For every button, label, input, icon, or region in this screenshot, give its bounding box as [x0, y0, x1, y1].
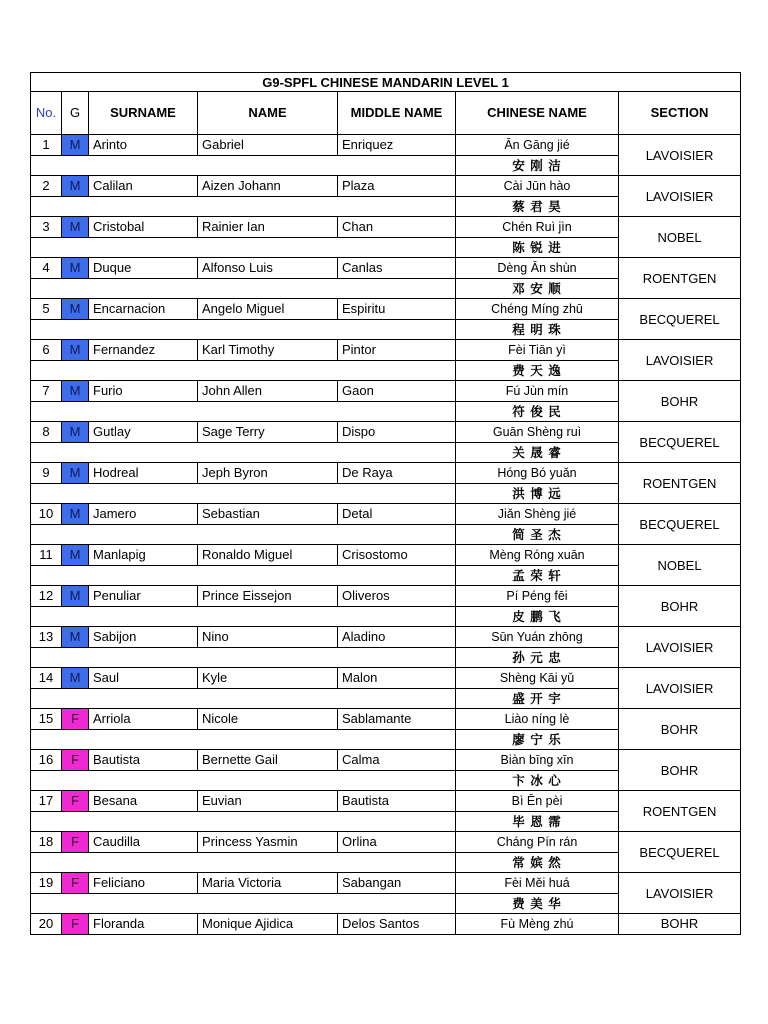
row-number: 11 — [31, 545, 62, 566]
section-cell: LAVOISIER — [619, 340, 741, 381]
gender-cell: F — [62, 750, 89, 771]
name-cell: Maria Victoria — [198, 873, 338, 894]
header-name: NAME — [198, 92, 338, 135]
name-cell: Kyle — [198, 668, 338, 689]
chinese-characters-cell: 常 嫔 然 — [456, 852, 619, 873]
row-number: 13 — [31, 627, 62, 648]
name-cell: Sebastian — [198, 504, 338, 525]
section-cell: NOBEL — [619, 217, 741, 258]
roster-body — [31, 135, 741, 935]
row-number: 17 — [31, 791, 62, 812]
student-row — [31, 586, 741, 607]
row-number: 19 — [31, 873, 62, 894]
name-cell: Nicole — [198, 709, 338, 730]
row-number: 3 — [31, 217, 62, 238]
chinese-pinyin-cell: Mèng Róng xuān — [456, 545, 619, 566]
student-row — [31, 791, 741, 812]
middle-name-cell: Malon — [338, 668, 456, 689]
middle-name-cell: Orlina — [338, 832, 456, 853]
name-cell: Euvian — [198, 791, 338, 812]
name-cell: Bernette Gail — [198, 750, 338, 771]
section-cell: LAVOISIER — [619, 668, 741, 709]
name-cell: Angelo Miguel — [198, 299, 338, 320]
gender-cell: M — [62, 258, 89, 279]
gender-cell: M — [62, 463, 89, 484]
name-cell: Prince Eissejon — [198, 586, 338, 607]
chinese-pinyin-cell: Dèng Ān shùn — [456, 258, 619, 279]
chinese-pinyin-cell: Bì Ēn pèi — [456, 791, 619, 812]
surname-cell: Fernandez — [89, 340, 198, 361]
section-cell: BECQUEREL — [619, 299, 741, 340]
gender-cell: F — [62, 832, 89, 853]
blank-cell — [31, 360, 456, 381]
header-chinese-name: CHINESE NAME — [456, 92, 619, 135]
row-number: 1 — [31, 135, 62, 156]
gender-cell: M — [62, 586, 89, 607]
student-row — [31, 299, 741, 320]
gender-cell: M — [62, 340, 89, 361]
chinese-characters-cell: 皮 鹏 飞 — [456, 606, 619, 627]
chinese-characters-cell: 孙 元 忠 — [456, 647, 619, 668]
surname-cell: Furio — [89, 381, 198, 402]
chinese-pinyin-cell: Fèi Tiān yì — [456, 340, 619, 361]
middle-name-cell: Dispo — [338, 422, 456, 443]
middle-name-cell: Calma — [338, 750, 456, 771]
student-row — [31, 463, 741, 484]
row-number: 15 — [31, 709, 62, 730]
row-number: 10 — [31, 504, 62, 525]
blank-cell — [31, 647, 456, 668]
blank-cell — [31, 524, 456, 545]
surname-cell: Duque — [89, 258, 198, 279]
chinese-characters-cell: 洪 博 远 — [456, 483, 619, 504]
name-cell: Aizen Johann — [198, 176, 338, 197]
chinese-pinyin-cell: Biàn bīng xīn — [456, 750, 619, 771]
blank-cell — [31, 688, 456, 709]
chinese-pinyin-cell: Chén Ruì jìn — [456, 217, 619, 238]
surname-cell: Arinto — [89, 135, 198, 156]
row-number: 5 — [31, 299, 62, 320]
row-number: 4 — [31, 258, 62, 279]
section-cell: LAVOISIER — [619, 627, 741, 668]
student-row — [31, 832, 741, 853]
surname-cell: Besana — [89, 791, 198, 812]
chinese-pinyin-cell: Guān Shèng ruì — [456, 422, 619, 443]
gender-cell: F — [62, 873, 89, 894]
row-number: 12 — [31, 586, 62, 607]
chinese-pinyin-cell: Ān Gāng jié — [456, 135, 619, 156]
chinese-pinyin-cell: Pí Péng fēi — [456, 586, 619, 607]
chinese-characters-cell: 关 晟 睿 — [456, 442, 619, 463]
section-cell: LAVOISIER — [619, 873, 741, 914]
student-row — [31, 258, 741, 279]
surname-cell: Hodreal — [89, 463, 198, 484]
surname-cell: Floranda — [89, 914, 198, 935]
section-cell: BOHR — [619, 709, 741, 750]
student-row — [31, 176, 741, 197]
student-row — [31, 668, 741, 689]
middle-name-cell: Enriquez — [338, 135, 456, 156]
chinese-characters-cell: 简 圣 杰 — [456, 524, 619, 545]
surname-cell: Saul — [89, 668, 198, 689]
section-cell: NOBEL — [619, 545, 741, 586]
section-cell: BECQUEREL — [619, 504, 741, 545]
middle-name-cell: Delos Santos — [338, 914, 456, 935]
surname-cell: Bautista — [89, 750, 198, 771]
middle-name-cell: Detal — [338, 504, 456, 525]
blank-cell — [31, 852, 456, 873]
name-cell: Ronaldo Miguel — [198, 545, 338, 566]
chinese-pinyin-cell: Liào níng lè — [456, 709, 619, 730]
section-cell: LAVOISIER — [619, 135, 741, 176]
student-row — [31, 750, 741, 771]
row-number: 6 — [31, 340, 62, 361]
name-cell: John Allen — [198, 381, 338, 402]
chinese-pinyin-cell: Hóng Bó yuǎn — [456, 463, 619, 484]
section-cell: BOHR — [619, 381, 741, 422]
blank-cell — [31, 196, 456, 217]
chinese-characters-cell: 盛 开 宇 — [456, 688, 619, 709]
blank-cell — [31, 442, 456, 463]
blank-cell — [31, 729, 456, 750]
chinese-characters-cell: 廖 宁 乐 — [456, 729, 619, 750]
student-row — [31, 545, 741, 566]
section-cell: BOHR — [619, 914, 741, 935]
section-cell: ROENTGEN — [619, 463, 741, 504]
gender-cell: M — [62, 135, 89, 156]
blank-cell — [31, 606, 456, 627]
section-cell: BECQUEREL — [619, 832, 741, 873]
row-number: 14 — [31, 668, 62, 689]
surname-cell: Feliciano — [89, 873, 198, 894]
middle-name-cell: Sablamante — [338, 709, 456, 730]
middle-name-cell: Sabangan — [338, 873, 456, 894]
name-cell: Gabriel — [198, 135, 338, 156]
header-section: SECTION — [619, 92, 741, 135]
document-title: G9-SPFL CHINESE MANDARIN LEVEL 1 — [31, 73, 741, 92]
chinese-pinyin-cell: Jiǎn Shèng jié — [456, 504, 619, 525]
chinese-characters-cell: 安 刚 洁 — [456, 155, 619, 176]
chinese-pinyin-cell: Fèi Měi huá — [456, 873, 619, 894]
header-gender: G — [62, 92, 89, 135]
gender-cell: F — [62, 791, 89, 812]
blank-cell — [31, 155, 456, 176]
student-row — [31, 340, 741, 361]
row-number: 7 — [31, 381, 62, 402]
chinese-pinyin-cell: Fú Jùn mín — [456, 381, 619, 402]
student-row — [31, 627, 741, 648]
middle-name-cell: Aladino — [338, 627, 456, 648]
middle-name-cell: Gaon — [338, 381, 456, 402]
student-row — [31, 381, 741, 402]
chinese-pinyin-cell: Cháng Pín rán — [456, 832, 619, 853]
gender-cell: M — [62, 299, 89, 320]
roster-table — [30, 72, 741, 935]
row-number: 8 — [31, 422, 62, 443]
chinese-characters-cell: 陈 锐 进 — [456, 237, 619, 258]
student-row — [31, 504, 741, 525]
header-no: No. — [31, 92, 62, 135]
name-cell: Princess Yasmin — [198, 832, 338, 853]
gender-cell: F — [62, 914, 89, 935]
surname-cell: Sabijon — [89, 627, 198, 648]
blank-cell — [31, 565, 456, 586]
header-middle-name: MIDDLE NAME — [338, 92, 456, 135]
chinese-pinyin-cell: Fù Mèng zhú — [456, 914, 619, 935]
blank-cell — [31, 770, 456, 791]
chinese-characters-cell: 蔡 君 昊 — [456, 196, 619, 217]
student-row — [31, 914, 741, 935]
surname-cell: Jamero — [89, 504, 198, 525]
blank-cell — [31, 811, 456, 832]
surname-cell: Cristobal — [89, 217, 198, 238]
surname-cell: Calilan — [89, 176, 198, 197]
name-cell: Nino — [198, 627, 338, 648]
middle-name-cell: Canlas — [338, 258, 456, 279]
name-cell: Rainier Ian — [198, 217, 338, 238]
row-number: 9 — [31, 463, 62, 484]
surname-cell: Encarnacion — [89, 299, 198, 320]
surname-cell: Caudilla — [89, 832, 198, 853]
chinese-characters-cell: 费 天 逸 — [456, 360, 619, 381]
chinese-pinyin-cell: Shèng Kāi yǔ — [456, 668, 619, 689]
chinese-characters-cell: 孟 荣 轩 — [456, 565, 619, 586]
student-row — [31, 709, 741, 730]
header-surname: SURNAME — [89, 92, 198, 135]
gender-cell: F — [62, 709, 89, 730]
blank-cell — [31, 278, 456, 299]
blank-cell — [31, 401, 456, 422]
gender-cell: M — [62, 627, 89, 648]
gender-cell: M — [62, 504, 89, 525]
middle-name-cell: Bautista — [338, 791, 456, 812]
section-cell: BOHR — [619, 750, 741, 791]
chinese-pinyin-cell: Sūn Yuán zhōng — [456, 627, 619, 648]
middle-name-cell: Chan — [338, 217, 456, 238]
gender-cell: M — [62, 422, 89, 443]
chinese-characters-cell: 邓 安 顺 — [456, 278, 619, 299]
surname-cell: Manlapig — [89, 545, 198, 566]
student-row — [31, 217, 741, 238]
name-cell: Jeph Byron — [198, 463, 338, 484]
name-cell: Sage Terry — [198, 422, 338, 443]
section-cell: ROENTGEN — [619, 791, 741, 832]
chinese-characters-cell: 程 明 珠 — [456, 319, 619, 340]
blank-cell — [31, 893, 456, 914]
section-cell: BECQUEREL — [619, 422, 741, 463]
chinese-pinyin-cell: Cài Jūn hào — [456, 176, 619, 197]
section-cell: ROENTGEN — [619, 258, 741, 299]
blank-cell — [31, 319, 456, 340]
middle-name-cell: Plaza — [338, 176, 456, 197]
blank-cell — [31, 483, 456, 504]
name-cell: Alfonso Luis — [198, 258, 338, 279]
name-cell: Karl Timothy — [198, 340, 338, 361]
section-cell: BOHR — [619, 586, 741, 627]
chinese-pinyin-cell: Chéng Míng zhū — [456, 299, 619, 320]
chinese-characters-cell: 毕 恩 霈 — [456, 811, 619, 832]
student-row — [31, 135, 741, 156]
middle-name-cell: Oliveros — [338, 586, 456, 607]
student-row — [31, 873, 741, 894]
section-cell: LAVOISIER — [619, 176, 741, 217]
gender-cell: M — [62, 217, 89, 238]
row-number: 16 — [31, 750, 62, 771]
middle-name-cell: Pintor — [338, 340, 456, 361]
surname-cell: Penuliar — [89, 586, 198, 607]
row-number: 18 — [31, 832, 62, 853]
row-number: 20 — [31, 914, 62, 935]
chinese-characters-cell: 卞 冰 心 — [456, 770, 619, 791]
surname-cell: Gutlay — [89, 422, 198, 443]
row-number: 2 — [31, 176, 62, 197]
surname-cell: Arriola — [89, 709, 198, 730]
student-row — [31, 422, 741, 443]
chinese-characters-cell: 费 美 华 — [456, 893, 619, 914]
name-cell: Monique Ajidica — [198, 914, 338, 935]
chinese-characters-cell: 符 俊 民 — [456, 401, 619, 422]
middle-name-cell: Espiritu — [338, 299, 456, 320]
gender-cell: M — [62, 545, 89, 566]
middle-name-cell: Crisostomo — [338, 545, 456, 566]
gender-cell: M — [62, 176, 89, 197]
middle-name-cell: De Raya — [338, 463, 456, 484]
blank-cell — [31, 237, 456, 258]
gender-cell: M — [62, 381, 89, 402]
gender-cell: M — [62, 668, 89, 689]
